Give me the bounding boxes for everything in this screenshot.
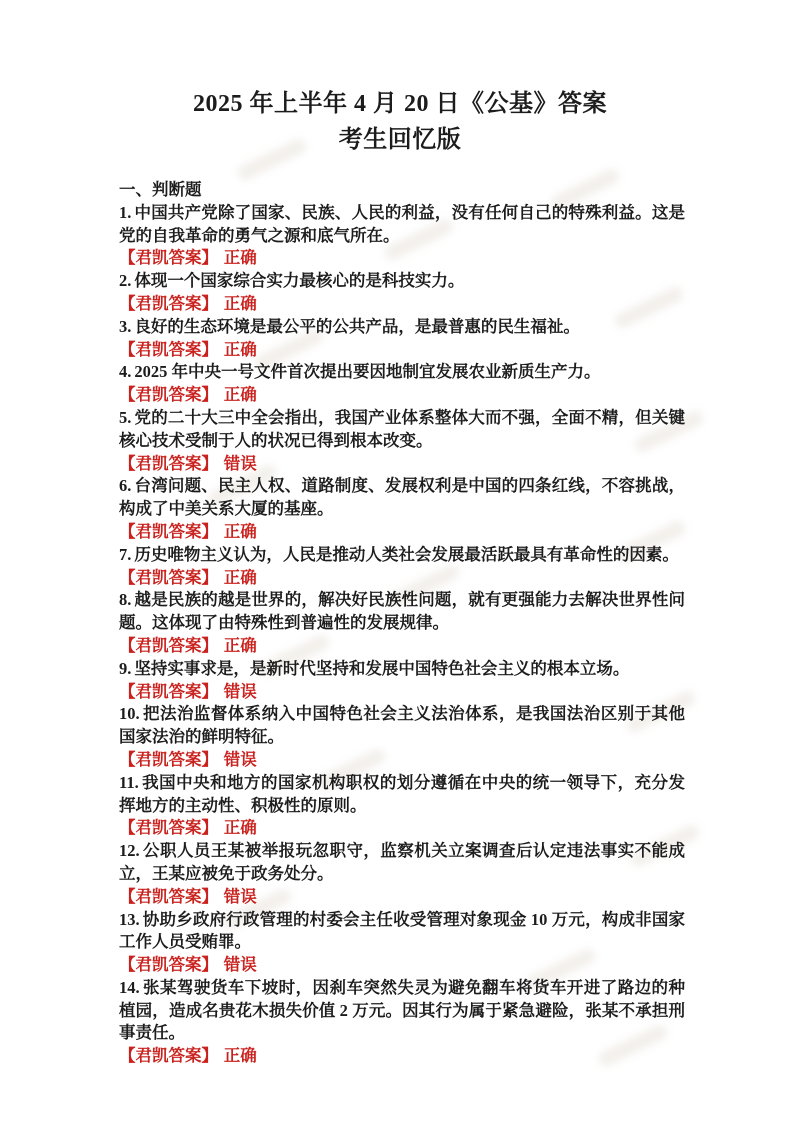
question-number: 2. [119,271,132,291]
question-number: 9. [119,658,132,678]
question-text [119,202,685,248]
question-number: 10. [119,704,140,724]
question-text [119,977,685,1045]
question-item [119,977,685,1068]
question-number: 13. [119,909,140,929]
section-heading: 一、判断题 [119,180,202,199]
question-number: 3. [119,316,132,336]
question-body: 台湾问题、民主人权、道路制度、发展权利是中国的四条红线，不容挑战，构成了中美关系大厦的基座。 [119,476,685,519]
question-body: 2025 年中央一号文件首次提出要因地制宜发展农业新质生产力。 [134,362,601,382]
answer-line [119,384,685,407]
question-text [119,544,685,567]
question-number: 6. [119,476,132,496]
doc-title-line-1: 2025 年上半年 4 月 20 日《公基》答案 [193,91,607,117]
question-text [119,270,685,293]
question-item [119,316,685,362]
answer-label: 【君凯答案】 [119,567,218,587]
question-text [119,316,685,339]
answer-verdict: 正确 [223,339,257,359]
question-text [119,658,685,681]
question-number: 14. [119,977,140,997]
answer-verdict: 正确 [223,818,257,838]
doc-title-line-2: 考生回忆版 [338,127,462,153]
question-list [119,202,685,1068]
question-item [119,270,685,316]
question-number: 1. [119,202,132,222]
answer-label: 【君凯答案】 [119,385,218,405]
answer-line [119,635,685,658]
question-text [119,589,685,635]
question-number: 7. [119,544,132,564]
question-item [119,544,685,590]
answer-line [119,567,685,590]
question-item [119,475,685,543]
question-number: 5. [119,407,132,427]
question-number: 8. [119,590,132,610]
answer-label: 【君凯答案】 [119,886,218,906]
question-body: 体现一个国家综合实力最核心的是科技实力。 [134,271,465,291]
answer-label: 【君凯答案】 [119,521,218,541]
question-body: 中国共产党除了国家、民族、人民的利益，没有任何自己的特殊利益。这是党的自我革命的勇气之源和底气所在。 [119,202,685,245]
question-item [119,658,685,704]
answer-label: 【君凯答案】 [119,453,218,473]
question-item [119,909,685,977]
question-text [119,840,685,886]
answer-verdict: 正确 [223,248,257,268]
question-text [119,703,685,749]
answer-label: 【君凯答案】 [119,635,218,655]
answer-line [119,247,685,270]
answer-verdict: 错误 [223,453,257,473]
answer-verdict: 正确 [223,567,257,587]
question-item [119,772,685,840]
answer-verdict: 正确 [223,521,257,541]
answer-verdict: 错误 [223,886,257,906]
question-number: 12. [119,841,140,861]
question-text [119,407,685,453]
question-body: 我国中央和地方的国家机构职权的划分遵循在中央的统一领导下，充分发挥地方的主动性、积极性的原则。 [119,772,685,815]
question-text [119,772,685,818]
answer-label: 【君凯答案】 [119,1046,218,1066]
question-item [119,202,685,270]
question-item [119,589,685,657]
question-item [119,361,685,407]
answer-verdict: 错误 [223,749,257,769]
question-body: 协助乡政府行政管理的村委会主任收受管理对象现金 10 万元，构成非国家工作人员受贿罪。 [119,909,685,952]
question-item [119,840,685,908]
answer-line [119,817,685,840]
answer-line [119,339,685,362]
question-body: 把法治监督体系纳入中国特色社会主义法治体系，是我国法治区别于其他国家法治的鲜明特征。 [119,704,685,747]
answer-label: 【君凯答案】 [119,818,218,838]
answer-line [119,293,685,316]
answer-line [119,453,685,476]
answer-line [119,521,685,544]
question-body: 越是民族的越是世界的，解决好民族性问题，就有更强能力去解决世界性问题。这体现了由特殊性到普遍性的发展规律。 [119,590,685,633]
answer-verdict: 错误 [223,681,257,701]
answer-line [119,681,685,704]
answer-line [119,1045,685,1068]
question-body: 坚持实事求是，是新时代坚持和发展中国特色社会主义的根本立场。 [134,658,630,678]
answer-verdict: 正确 [223,635,257,655]
answer-label: 【君凯答案】 [119,248,218,268]
answer-label: 【君凯答案】 [119,955,218,975]
question-body: 公职人员王某被举报玩忽职守，监察机关立案调查后认定违法事实不能成立，王某应被免于政务处分。 [119,841,685,883]
answer-label: 【君凯答案】 [119,339,218,359]
answer-label: 【君凯答案】 [119,681,218,701]
answer-verdict: 正确 [223,1046,257,1066]
answer-verdict: 正确 [223,293,257,313]
question-text [119,909,685,955]
question-text [119,475,685,521]
answer-verdict: 错误 [223,955,257,975]
answer-label: 【君凯答案】 [119,749,218,769]
question-text [119,361,685,384]
question-body: 良好的生态环境是最公平的公共产品，是最普惠的民生福祉。 [134,316,580,336]
answer-verdict: 正确 [223,385,257,405]
answer-line [119,954,685,977]
question-item [119,703,685,771]
question-body: 党的二十大三中全会指出，我国产业体系整体大而不强，全面不精，但关键核心技术受制于人的状况已得到根本改变。 [119,407,685,450]
document-header [0,0,800,158]
answer-line [119,886,685,909]
question-number: 4. [119,362,132,382]
question-body: 张某驾驶货车下坡时，因刹车突然失灵为避免翻车将货车开进了路边的种植园，造成名贵花木损失价值 2 万元。因其行为属于紧急避险，张某不承担刑事责任。 [119,977,685,1043]
answer-label: 【君凯答案】 [119,293,218,313]
question-body: 历史唯物主义认为，人民是推动人类社会发展最活跃最具有革命性的因素。 [134,544,679,564]
question-item [119,407,685,475]
question-number: 11. [119,772,139,792]
document-body [119,179,685,1068]
answer-line [119,749,685,772]
